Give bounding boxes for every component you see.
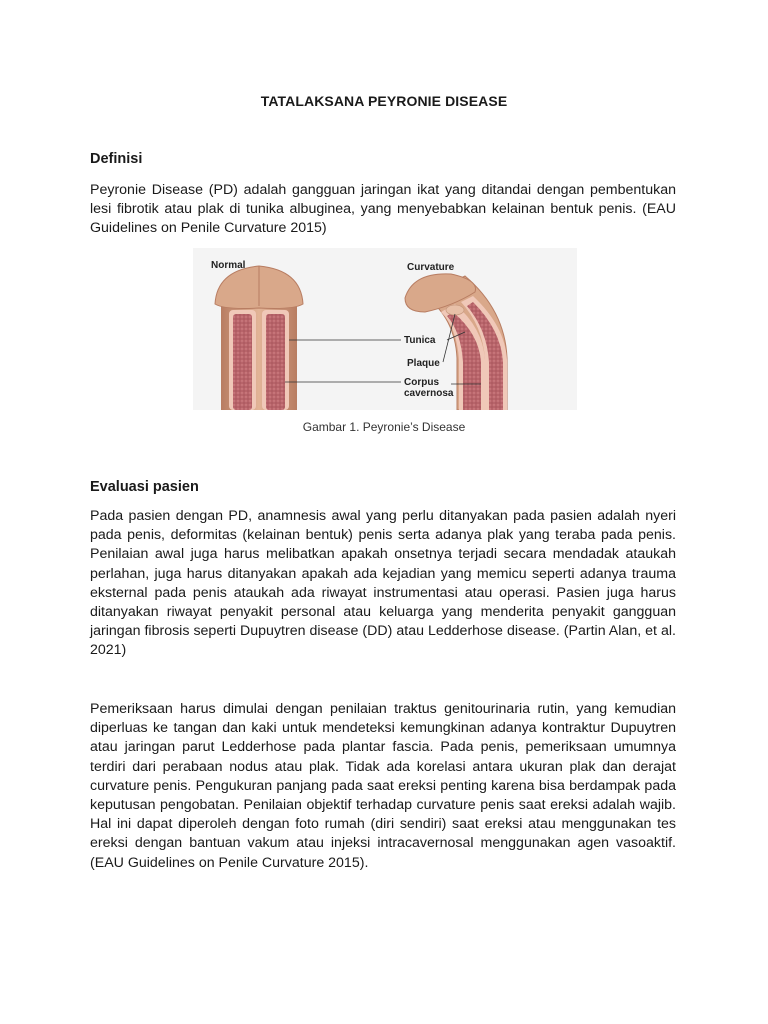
normal-penis-illustration (215, 266, 303, 410)
cavernosa-label: cavernosa (404, 388, 454, 399)
plaque-label: Plaque (407, 358, 440, 369)
curvature-label: Curvature (407, 262, 455, 273)
paragraph-definisi: Peyronie Disease (PD) adalah gangguan jaringan ikat yang ditandai dengan pembentukan lesi fibrotik atau plak di tunika albuginea, yang menyebabkan kelainan bentuk penis. (EAU Guidelines on Penile Curvature 2015) (90, 182, 676, 237)
section-heading-evaluasi: Evaluasi pasien (90, 479, 199, 495)
peyronie-figure (193, 248, 577, 410)
corpus-label: Corpus (404, 377, 439, 388)
tunica-label: Tunica (404, 335, 436, 346)
normal-label: Normal (211, 260, 246, 271)
section-heading-definisi: Definisi (90, 151, 143, 167)
figure-caption: Gambar 1. Peyronie’s Disease (302, 420, 466, 434)
paragraph-evaluasi-1: Pada pasien dengan PD, anamnesis awal yang perlu ditanyakan pada pasien adalah nyeri pada penis, deformitas (kelainan bentuk) penis serta adanya plak yang teraba pada penis. Penilaian awal juga harus melibatkan apakah onsetnya terjadi secara mendadak ataukah perlahan, juga harus ditanyakan apakah ada kejadian yang memicu seperti adanya trauma eksternal pada penis ataukah ada riwayat instrumentasi atau operasi. Pasien juga harus ditanyakan riwayat penyakit personal atau keluarga yang menderita penyakit gangguan jaringan fibrosis seperti Dupuytren disease (DD) atau Ledderhose disease. (Partin Alan, et al. 2021) (90, 508, 676, 659)
document-title: TATALAKSANA PEYRONIE DISEASE (260, 93, 508, 109)
paragraph-evaluasi-2: Pemeriksaan harus dimulai dengan penilaian traktus genitourinaria rutin, yang kemudian diperluas ke tangan dan kaki untuk mendeteksi kemungkinan adanya kontraktur Dupuytren atau jaringan parut Ledderhose pada plantar fascia. Pada penis, pemeriksaan umumnya terdiri dari perabaan nodus atau plak. Tidak ada korelasi antara ukuran plak dan derajat curvature penis. Pengukuran panjang pada saat ereksi penting karena bisa berdampak pada keputusan pengobatan. Penilaian objektif terhadap curvature penis saat ereksi adalah wajib. Hal ini dapat diperoleh dengan foto rumah (diri sendiri) saat ereksi atau menggunakan tes ereksi dengan bantuan vakum atau injeksi intracavernosal menggunakan agen vasoaktif. (EAU Guidelines on Penile Curvature 2015). (90, 701, 676, 871)
penis-diagram (193, 248, 577, 410)
plaque-mark (446, 305, 464, 315)
